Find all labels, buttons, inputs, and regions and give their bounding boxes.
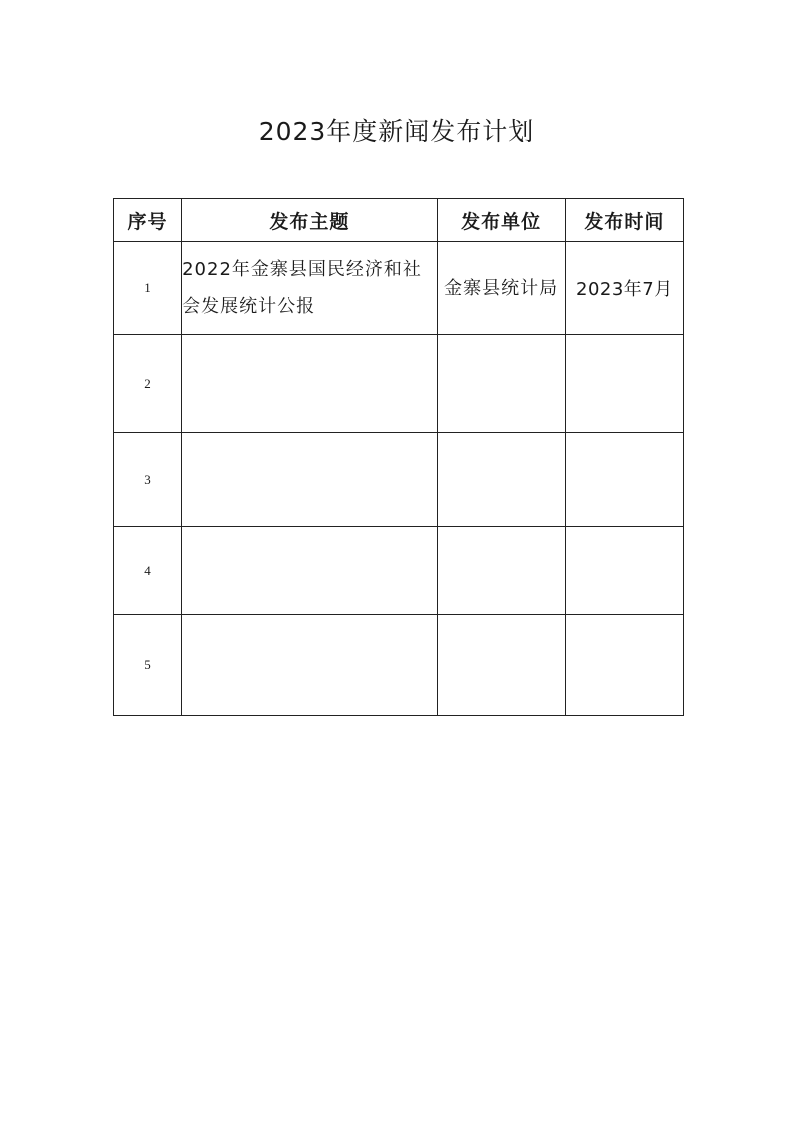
plan-table xyxy=(113,198,684,716)
row-time xyxy=(565,433,683,527)
table-row xyxy=(114,615,684,716)
header-no: 序号 xyxy=(114,199,182,242)
row-topic xyxy=(182,433,437,527)
table-row xyxy=(114,242,684,335)
row-no: 4 xyxy=(114,527,182,615)
row-no: 1 xyxy=(114,242,182,335)
row-no: 5 xyxy=(114,615,182,716)
table-row xyxy=(114,335,684,433)
row-unit xyxy=(437,527,565,615)
row-no: 3 xyxy=(114,433,182,527)
header-time: 发布时间 xyxy=(565,199,683,242)
row-unit xyxy=(437,335,565,433)
row-topic: 2022年金寨县国民经济和社会发展统计公报 xyxy=(182,242,437,335)
row-topic xyxy=(182,527,437,615)
row-unit: 金寨县统计局 xyxy=(437,242,565,335)
table-row xyxy=(114,433,684,527)
header-topic: 发布主题 xyxy=(182,199,437,242)
row-topic xyxy=(182,615,437,716)
table-header-row xyxy=(114,199,684,242)
row-unit xyxy=(437,615,565,716)
page-title: 2023年度新闻发布计划 xyxy=(258,117,535,146)
row-unit xyxy=(437,433,565,527)
row-time xyxy=(565,615,683,716)
row-time: 2023年7月 xyxy=(565,242,683,335)
row-time xyxy=(565,335,683,433)
table-row xyxy=(114,527,684,615)
row-no: 2 xyxy=(114,335,182,433)
header-unit: 发布单位 xyxy=(437,199,565,242)
row-topic xyxy=(182,335,437,433)
row-time xyxy=(565,527,683,615)
